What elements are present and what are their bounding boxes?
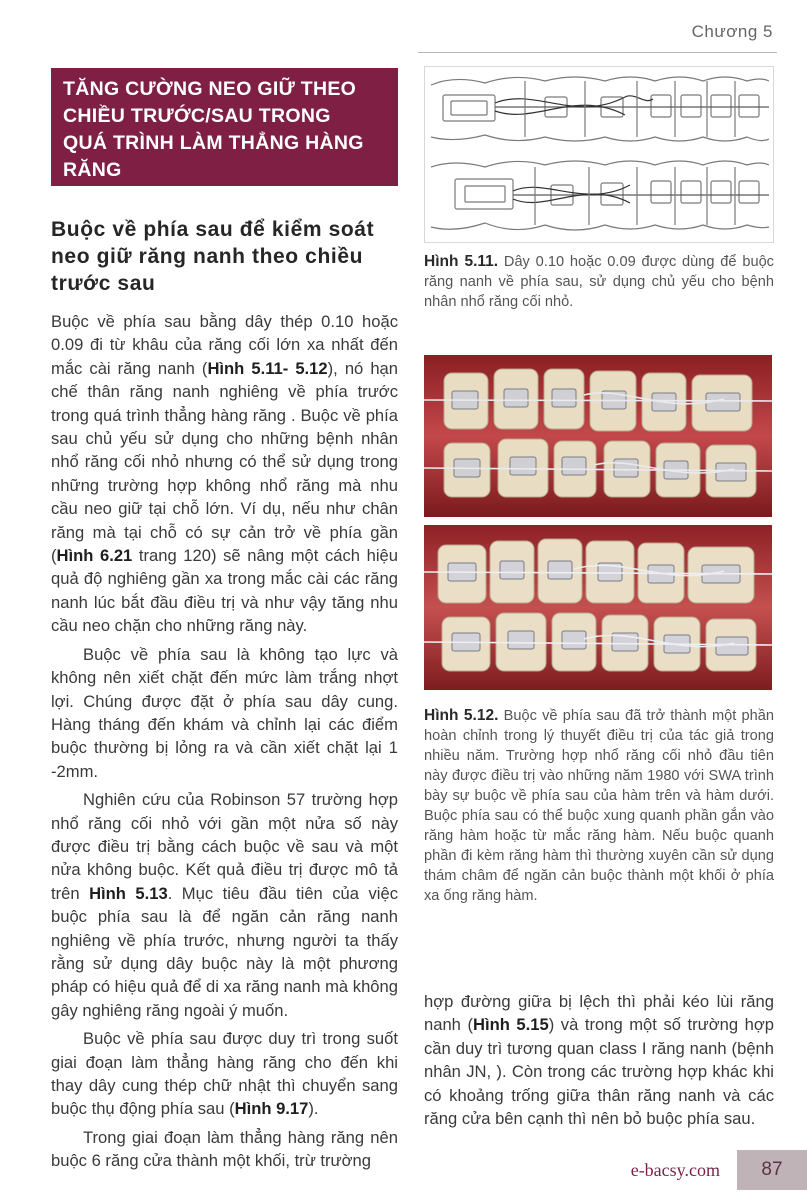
- braces-photo: [424, 525, 772, 690]
- figure-5-12-photo-lower: [424, 525, 772, 690]
- paragraph-continued: [424, 990, 774, 1130]
- text: ) và trong một số trường hợp cần duy trì tương quan class I răng nanh (bệnh nhân JN, ). Còn trong các trường hợp khác khi có khoảng trống giữa thân răng nanh và các răng cửa bên cạnh thì nên bỏ buộc phía sau.: [424, 1015, 774, 1129]
- text: ), nó hạn chế thân răng nanh nghiêng về phía trước trong quá trình thẳng hàng răng . Buộc về phía sau chủ yếu sử dụng cho những bệnh nhân nhổ răng cối nhỏ nhưng có thể sử dụng trong những trường hợp không nhổ răng mà nhu cầu neo giữ tại chỗ lớn. Ví dụ, nếu như chân răng mà tại chỗ có sự cản trở về phía gần (: [51, 358, 399, 566]
- subheading: [51, 216, 401, 297]
- footer-website: e-bacsy.com: [630, 1160, 720, 1180]
- chapter-rule: [418, 52, 777, 53]
- figure-5-11-caption: [424, 252, 774, 312]
- caption-label: Hình 5.11.: [424, 253, 499, 270]
- tooth-ligature-illustration: [425, 67, 773, 242]
- banner-line: CHIỀU TRƯỚC/SAU TRONG: [63, 105, 331, 127]
- left-column: [51, 310, 398, 1178]
- subheading-line: neo giữ răng nanh theo chiều: [51, 245, 364, 268]
- paragraph-2: Buộc về phía sau là không tạo lực và không nên xiết chặt đến mức làm trắng nhợt lợi. Chúng được đặt ở phía sau dây cung. Hàng tháng đến khám và chỉnh lại các điểm buộc thường bị lỏng ra và cần xiết chặt lại 1 -2mm.: [51, 644, 398, 781]
- caption-text: Dây 0.10 hoặc 0.09 được dùng để buộc răng nanh về phía sau, sử dụng chủ yếu cho bệnh nhân nhổ răng cối nhỏ.: [424, 254, 774, 310]
- page-number: 87: [737, 1150, 807, 1190]
- subheading-line: trước sau: [51, 272, 156, 295]
- paragraph-1: [51, 310, 398, 638]
- figure-ref: Hình 6.21: [56, 546, 133, 566]
- figure-5-12-caption: [424, 706, 774, 906]
- banner-line: QUÁ TRÌNH LÀM THẲNG HÀNG: [63, 132, 364, 154]
- subheading-line: Buộc về phía sau để kiểm soát: [51, 218, 375, 241]
- caption-text: Buộc về phía sau đã trở thành một phần hoàn chỉnh trong lý thuyết điều trị của tác giả trong nhiều năm. Trường hợp nhổ răng cối nhỏ đầu tiên này được điều trị vào những năm 1980 với SWA trình bày sự buộc về phía sau của hàm trên và hàm dưới. Buộc phía sau có thể buộc xung quanh phần gắn vào răng hàm hoặc từ mắc răng hàm. Nếu buộc quanh phần đi kèm răng hàm thì thường xuyên cần sử dụng thám châm để ngăn cản buộc thành một khối ở phía xa ống răng hàm.: [424, 708, 774, 904]
- figure-ref: Hình 5.13: [89, 883, 168, 903]
- caption-label: Hình 5.12.: [424, 707, 499, 724]
- text: ).: [308, 1099, 319, 1119]
- section-banner: [51, 68, 398, 186]
- paragraph-3: [51, 788, 398, 1022]
- banner-line: TĂNG CƯỜNG NEO GIỮ THEO: [63, 78, 357, 100]
- figure-5-11-drawing: [424, 66, 774, 243]
- text: hợp đường giữa bị lệch thì phải kéo lùi răng nanh (: [424, 992, 774, 1035]
- text: Buộc về phía sau được duy trì trong suốt giai đoạn làm thẳng hàng răng cho đến khi thay dây cung thép chữ nhật thì chuyển sang buộc thụ động phía sau (: [51, 1029, 398, 1119]
- figure-5-12-photo-upper: [424, 355, 772, 517]
- figure-ref: Hình 5.15: [473, 1015, 549, 1035]
- banner-line: RĂNG: [63, 159, 122, 181]
- chapter-label: Chương 5: [691, 22, 773, 41]
- paragraph-5: Trong giai đoạn làm thẳng hàng răng nên buộc 6 răng cửa thành một khối, trừ trường: [51, 1127, 398, 1171]
- figure-ref: Hình 9.17: [234, 1099, 309, 1119]
- braces-photo: [424, 355, 772, 517]
- right-column: [424, 990, 774, 1130]
- figure-ref: Hình 5.11- 5.12: [207, 358, 328, 378]
- text: Nghiên cứu của Robinson 57 trường hợp nhổ răng cối nhỏ với gần một nửa số này được điều trị bằng cách buộc về sau và một nửa không buộc. Kết quả điều trị được mô tả trên: [51, 790, 398, 903]
- text: . Mục tiêu đầu tiên của việc buộc phía sau là để ngăn cản răng nanh nghiêng về phía trước, nhưng người ta thấy rằng sử dụng dây buộc này là một phương pháp có hiệu quả để di xa răng nanh mà không gây nghiêng răng ngoài ý muốn.: [51, 883, 398, 1020]
- text: Buộc về phía sau bằng dây thép 0.10 hoặc 0.09 đi từ khâu của răng cối lớn xa nhất đến mắc cài răng nanh (: [51, 312, 398, 378]
- text: trang 120) sẽ nâng một cách hiệu quả độ nghiêng gần xa trong mắc cài các răng nanh lúc bắt đầu điều trị và như vậy tăng nhu cầu neo chặn cho những răng này.: [51, 546, 398, 636]
- paragraph-4: [51, 1027, 398, 1121]
